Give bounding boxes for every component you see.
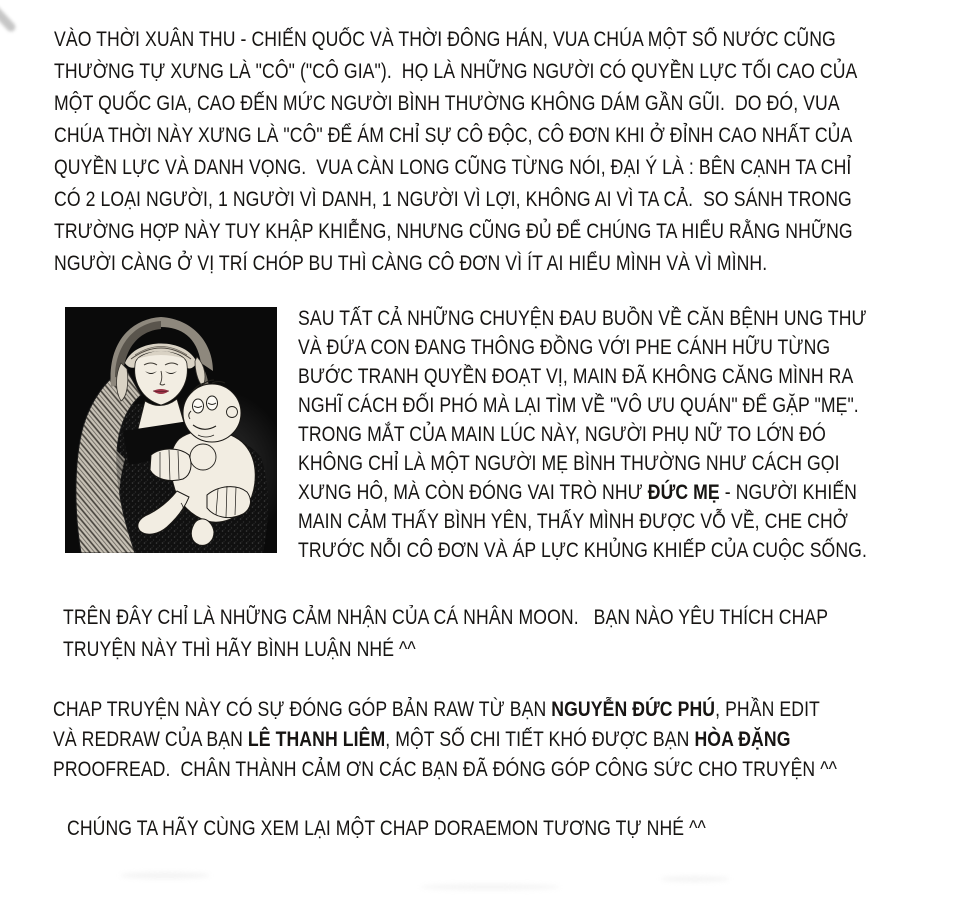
highlighted-name: ĐỨC MẸ <box>647 481 720 504</box>
highlighted-name: HÒA ĐẶNG <box>694 728 791 751</box>
text-line: PROOFREAD. CHÂN THÀNH CẢM ƠN CÁC BẠN ĐÃ ĐÓNG GÓP CÔNG SỨC CHO TRUYỆN ^^ <box>53 758 837 781</box>
intro-paragraph <box>54 24 857 280</box>
closing-paragraph <box>67 814 706 844</box>
madonna-and-child-image <box>65 307 277 553</box>
scan-smudge <box>420 884 560 890</box>
text-line: QUYỀN LỰC VÀ DANH VỌNG. VUA CÀN LONG CŨNG TỪNG NÓI, ĐẠI Ý LÀ : BÊN CẠNH TA CHỈ <box>54 156 852 179</box>
reader-note-paragraph <box>63 602 828 666</box>
highlighted-name: NGUYỄN ĐỨC PHÚ <box>551 698 716 721</box>
commentary-paragraph <box>298 304 867 565</box>
text-line: CHAP TRUYỆN NÀY CÓ SỰ ĐÓNG GÓP BẢN RAW TỪ BẠN NGUYỄN ĐỨC PHÚ, PHẦN EDIT <box>53 698 820 721</box>
text-line: SAU TẤT CẢ NHỮNG CHUYỆN ĐAU BUỒN VỀ CĂN BỆNH UNG THƯ <box>298 307 867 330</box>
text-line: NGƯỜI CÀNG Ở VỊ TRÍ CHÓP BU THÌ CÀNG CÔ ĐƠN VÌ ÍT AI HIỂU MÌNH VÀ VÌ MÌNH. <box>54 252 768 275</box>
highlighted-name: LÊ THANH LIÊM <box>247 728 386 751</box>
credits-paragraph <box>53 695 837 785</box>
scan-smudge <box>120 872 210 879</box>
text-line: CÓ 2 LOẠI NGƯỜI, 1 NGƯỜI VÌ DANH, 1 NGƯỜI VÌ LỢI, KHÔNG AI VÌ TA CẢ. SO SÁNH TRONG <box>54 188 852 211</box>
madonna-and-child-illustration <box>65 307 277 553</box>
scan-smudge <box>0 0 17 33</box>
text-line: KHÔNG CHỈ LÀ MỘT NGƯỜI MẸ BÌNH THƯỜNG NHƯ CÁCH GỌI <box>298 452 840 475</box>
text-line: CHÚA THỜI NÀY XƯNG LÀ "CÔ" ĐỂ ÁM CHỈ SỰ CÔ ĐỘC, CÔ ĐƠN KHI Ở ĐỈNH CAO NHẤT CỦA <box>54 124 853 147</box>
text-line: THƯỜNG TỰ XƯNG LÀ "CÔ" ("CÔ GIA"). HỌ LÀ NHỮNG NGƯỜI CÓ QUYỀN LỰC TỐI CAO CỦA <box>54 60 858 83</box>
text-line: TRƯỚC NỖI CÔ ĐƠN VÀ ÁP LỰC KHỦNG KHIẾP CỦA CUỘC SỐNG. <box>298 539 867 562</box>
text-line: TRUYỆN NÀY THÌ HÃY BÌNH LUẬN NHÉ ^^ <box>63 638 416 661</box>
text-line: BƯỚC TRANH QUYỀN ĐOẠT VỊ, MAIN ĐÃ KHÔNG CĂNG MÌNH RA <box>298 365 854 388</box>
text-line: TRONG MẮT CỦA MAIN LÚC NÀY, NGƯỜI PHỤ NỮ TO LỚN ĐÓ <box>298 423 826 446</box>
scan-smudge <box>660 876 730 882</box>
text-line: VÀO THỜI XUÂN THU - CHIẾN QUỐC VÀ THỜI ĐÔNG HÁN, VUA CHÚA MỘT SỐ NƯỚC CŨNG <box>54 28 836 51</box>
text-line: VÀ ĐỨA CON ĐANG THÔNG ĐỒNG VỚI PHE CÁNH HỮU TỪNG <box>298 336 831 359</box>
text-line: NGHĨ CÁCH ĐỐI PHÓ MÀ LẠI TÌM VỀ "VÔ ƯU QUÁN" ĐỂ GẶP "MẸ". <box>298 394 859 417</box>
text-line: XƯNG HÔ, MÀ CÒN ĐÓNG VAI TRÒ NHƯ ĐỨC MẸ - NGƯỜI KHIẾN <box>298 481 857 504</box>
text-line: MỘT QUỐC GIA, CAO ĐẾN MỨC NGƯỜI BÌNH THƯỜNG KHÔNG DÁM GẦN GŨI. DO ĐÓ, VUA <box>54 92 840 115</box>
text-line: MAIN CẢM THẤY BÌNH YÊN, THẤY MÌNH ĐƯỢC VỖ VỀ, CHE CHỞ <box>298 510 848 533</box>
text-line: CHÚNG TA HÃY CÙNG XEM LẠI MỘT CHAP DORAEMON TƯƠNG TỰ NHÉ ^^ <box>67 817 706 840</box>
text-line: TRÊN ĐÂY CHỈ LÀ NHỮNG CẢM NHẬN CỦA CÁ NHÂN MOON. BẠN NÀO YÊU THÍCH CHAP <box>63 606 829 629</box>
text-line: VÀ REDRAW CỦA BẠN LÊ THANH LIÊM, MỘT SỐ CHI TIẾT KHÓ ĐƯỢC BẠN HÒA ĐẶNG <box>53 728 791 751</box>
text-line: TRƯỜNG HỢP NÀY TUY KHẬP KHIỄNG, NHƯNG CŨNG ĐỦ ĐỂ CHÚNG TA HIỂU RẰNG NHỮNG <box>54 220 853 243</box>
